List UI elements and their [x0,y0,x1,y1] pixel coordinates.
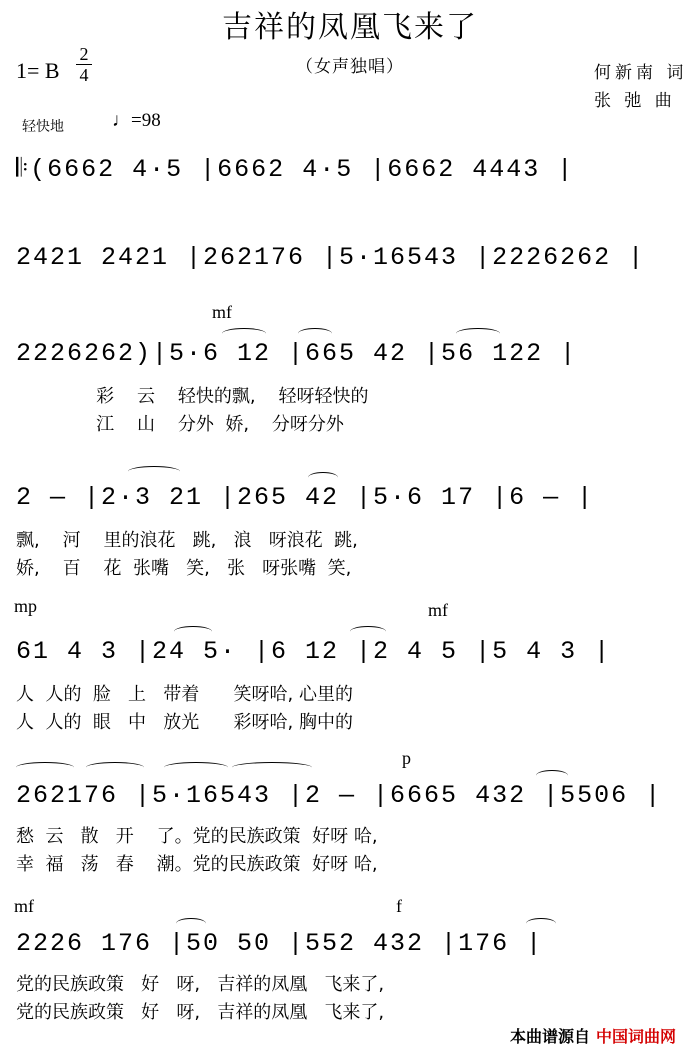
lyric-line-2: 江 山 分外 娇, 分呀分外 [16,414,344,435]
dynamic-mark: mf [212,302,232,322]
dynamic-mark: mf [14,896,34,916]
slur [456,328,500,339]
slur [308,472,338,483]
lyricist: 何新南 词 [594,63,688,83]
source-footer [510,1024,676,1047]
lyric-line-1: 人 人的 脸 上 带着 笑呀哈, 心里的 [16,684,353,705]
dynamic-mark: mf [428,600,448,620]
lyric-line-1: 彩 云 轻快的飘, 轻呀轻快的 [16,386,369,407]
slur [536,770,568,781]
slur [174,626,212,637]
slur [232,762,312,773]
subtitle: （女声独唱） [296,57,404,77]
lyric-line-1: 党的民族政策 好 呀, 吉祥的凤凰 飞来了, [16,974,385,995]
lyric-line-2: 党的民族政策 好 呀, 吉祥的凤凰 飞来了, [16,1002,385,1023]
source-label: 本曲谱源自 [510,1027,591,1046]
meter-top: 2 [79,44,89,64]
lyric-line-1: 飘, 河 里的浪花 跳, 浪 呀浪花 跳, [16,530,358,551]
slur [222,328,266,339]
composer: 张 弛 曲 [594,91,676,111]
tempo-marking: 轻快地 [22,119,64,135]
notation-line: 2226262)|5·6 12 |665 42 |56 122 | [16,339,578,368]
score-row-4 [16,476,688,520]
meter-bottom: 4 [79,65,89,85]
score-row-2 [16,236,688,280]
score-row-1 [16,148,688,192]
notation-line: 2421 2421 |262176 |5·16543 |2226262 | [16,243,646,272]
slur [86,762,144,773]
dynamic-mark: f [396,896,402,916]
notation-line: 262176 |5·16543 |2 — |6665 432 |5506 | [16,781,663,810]
key-signature: 1= B [16,58,60,83]
song-title: 吉祥的凤凰飞来了 [222,10,478,45]
score-row-6 [16,774,688,818]
lyric-line-2: 人 人的 眼 中 放光 彩呀哈, 胸中的 [16,712,353,733]
slur [164,762,228,773]
notation-line: 61 4 3 |24 5· |6 12 |2 4 5 |5 4 3 | [16,637,612,666]
slur [350,626,386,637]
notation-line: 2 — |2·3 21 |265 42 |5·6 17 |6 — | [16,483,595,512]
slur [298,328,332,339]
bpm-marking: ♩=98 [112,110,161,131]
score-row-3 [16,332,688,376]
notation-line: 2226 176 |50 50 |552 432 |176 | [16,929,544,958]
slur [526,918,556,929]
notation-line: 𝄆(6662 4·5 |6662 4·5 |6662 4443 | [16,155,575,184]
slur [16,762,74,773]
lyric-line-2: 娇, 百 花 张嘴 笑, 张 呀张嘴 笑, [16,558,352,579]
dynamic-mark: p [402,748,411,768]
lyric-line-1: 愁 云 散 开 了。党的民族政策 好呀 哈, [16,826,378,847]
lyric-line-2: 幸 福 荡 春 潮。党的民族政策 好呀 哈, [16,854,378,875]
site-brand-link[interactable]: 中国词曲网 [596,1027,677,1046]
score-row-7 [16,922,688,966]
score-row-5 [16,630,688,674]
time-signature [74,44,94,85]
dynamic-mark: mp [14,596,38,616]
slur [176,918,206,929]
slur [128,466,180,477]
